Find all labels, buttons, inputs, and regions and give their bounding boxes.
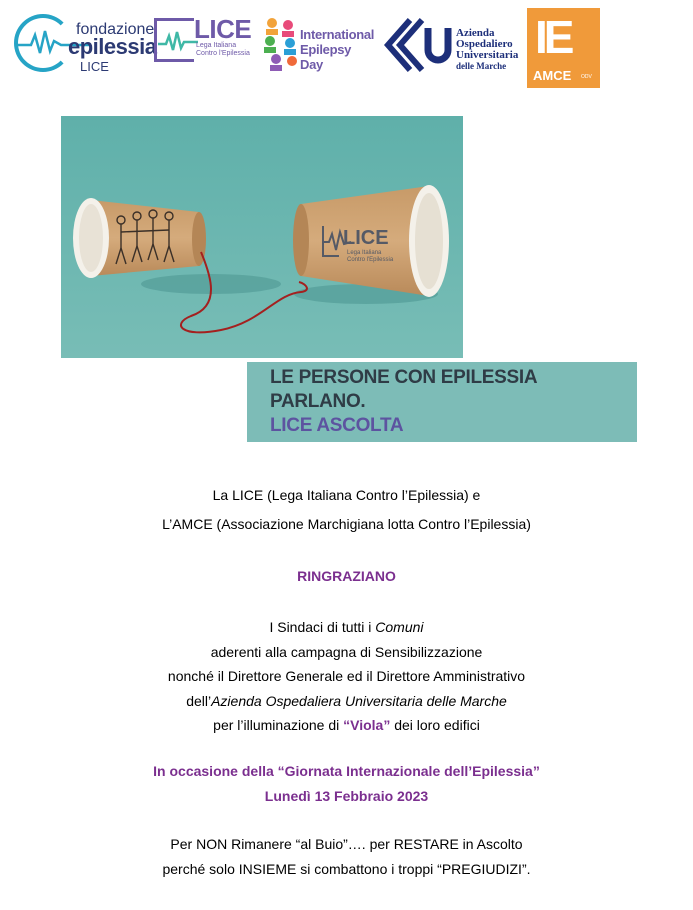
- banner-line1: LE PERSONE CON EPILESSIA: [270, 367, 538, 388]
- tin-can-phone-photo: [61, 116, 463, 358]
- body-line1: [0, 619, 693, 635]
- body-line5-end: dei loro edifici: [390, 717, 480, 733]
- amce-logo-odv: ODV: [581, 74, 592, 80]
- lice-logo: [154, 14, 252, 66]
- lice-logo-subtitle: [196, 42, 250, 58]
- body-line3: nonché il Direttore Generale ed il Direttore Amministrativo: [167, 668, 526, 684]
- amce-logo-name: AMCE: [533, 68, 572, 83]
- amce-ie-mark: IE: [535, 11, 571, 63]
- lice-sub-line1: Lega Italiana: [196, 42, 237, 49]
- azienda-line3: Universitaria: [456, 49, 519, 61]
- azienda-line1: Azienda: [456, 27, 495, 39]
- logo-text-fondazione: fondazione: [76, 21, 155, 38]
- closing-line2: perché solo INSIEME si combattono i troppi “PREGIUDIZI”.: [162, 861, 531, 877]
- banner-line2: PARLANO.: [270, 391, 366, 412]
- azienda-line2: Ospedaliero: [456, 38, 513, 50]
- ecg-wave-icon: [158, 30, 198, 54]
- amce-logo: [527, 8, 600, 88]
- epilepsy-day-line2: Epilepsy Day: [300, 42, 352, 72]
- cup-lice-sub2: Contro l'Epilessia: [347, 257, 394, 263]
- paper-cups-illustration: [61, 116, 463, 358]
- occasion-line1: In occasione della “Giornata Internazionale dell’Epilessia”: [153, 763, 540, 779]
- logo-text-epilessia: epilessia: [68, 34, 157, 59]
- body-line5-text: per l’illuminazione di: [213, 717, 344, 733]
- body-line4: [0, 693, 693, 709]
- body-q1: “: [343, 717, 351, 733]
- cup-lice-text: LICE: [343, 227, 389, 249]
- azienda-line4: delle Marche: [456, 61, 507, 71]
- azienda-text: [456, 28, 518, 72]
- azienda-ospedaliero-logo: [382, 16, 520, 74]
- body-comuni: Comuni: [375, 619, 424, 635]
- epilepsy-day-line1: International: [300, 27, 375, 42]
- body-viola: Viola: [350, 717, 384, 733]
- intro-line2: L’AMCE (Associazione Marchigiana lotta Contro l’Epilessia): [162, 516, 531, 532]
- body-line5: [0, 717, 693, 733]
- international-epilepsy-day-logo: [262, 15, 374, 73]
- fondazione-epilessia-logo: [14, 14, 157, 74]
- body-line2: aderenti alla campagna di Sensibilizzazione: [210, 644, 483, 660]
- body-line1-text: I Sindaci di tutti i: [269, 619, 376, 635]
- epilepsy-day-text: [300, 27, 374, 72]
- body-q2: ”: [383, 717, 391, 733]
- intro-line1: La LICE (Lega Italiana Contro l’Epilessia) e: [212, 487, 481, 503]
- body-line4-text: dell’: [186, 693, 212, 709]
- logo-text-lice: LICE: [80, 59, 109, 74]
- slogan-banner: [247, 362, 637, 442]
- puzzle-people-icon: [262, 15, 300, 73]
- logo-header: [0, 0, 693, 100]
- lice-logo-name: LICE: [194, 14, 252, 44]
- chevron-u-icon: [382, 16, 460, 74]
- cup-lice-sub1: Lega Italiana: [347, 250, 382, 256]
- heading-ringraziano: RINGRAZIANO: [297, 568, 396, 584]
- occasion-date: Lunedì 13 Febbraio 2023: [264, 788, 429, 804]
- closing-line1: Per NON Rimanere “al Buio”…. per RESTARE in Ascolto: [170, 836, 523, 852]
- lice-sub-line2: Contro l'Epilessia: [196, 50, 250, 57]
- banner-line3: LICE ASCOLTA: [270, 415, 404, 436]
- body-azienda: Azienda Ospedaliera Universitaria delle Marche: [211, 693, 507, 709]
